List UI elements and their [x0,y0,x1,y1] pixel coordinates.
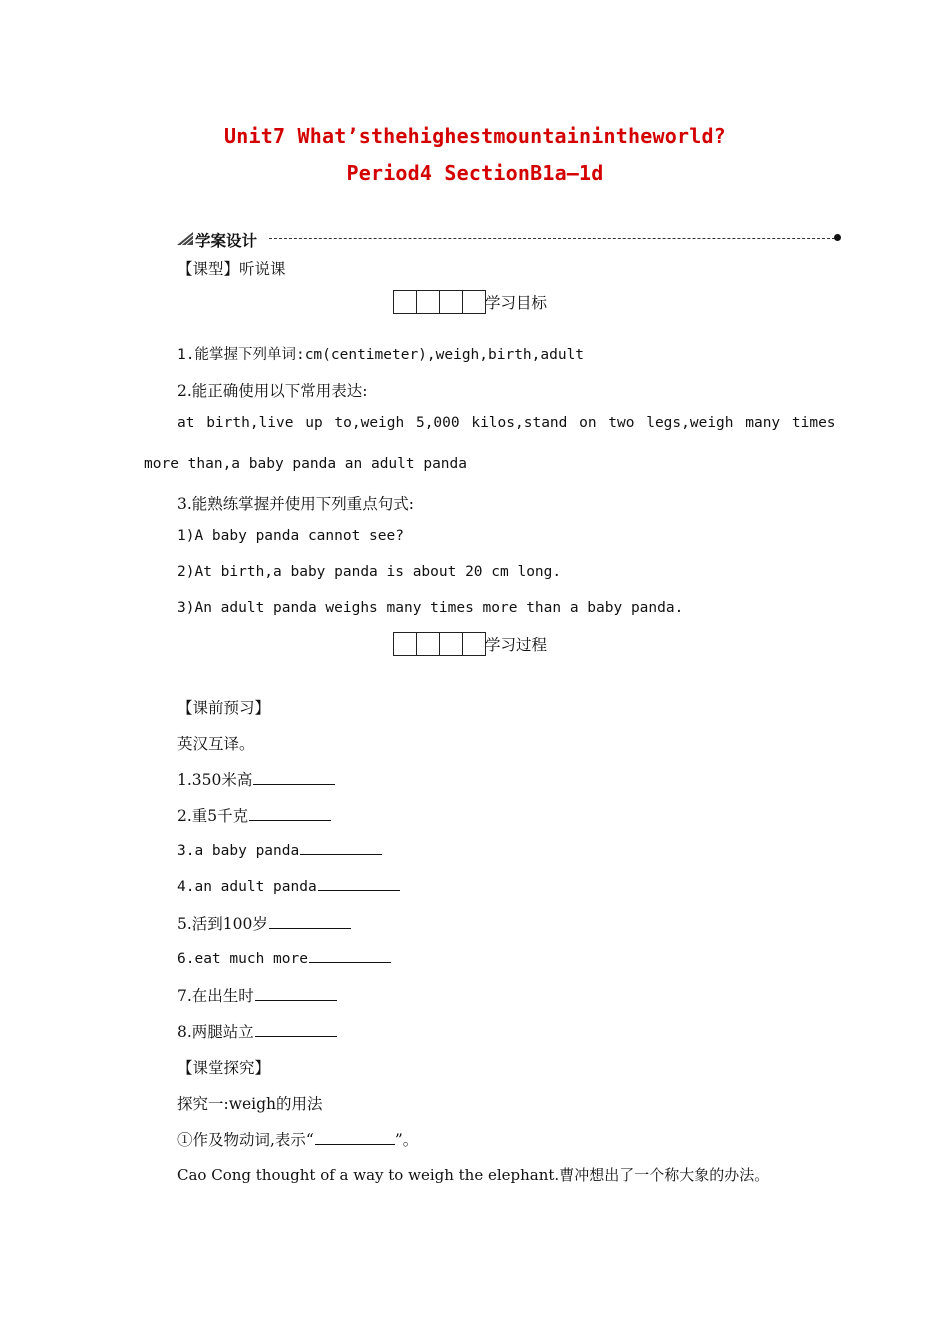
explore-1-usage: ①作及物动词,表示“ ”。 [177,1131,419,1149]
answer-blank[interactable] [253,770,335,785]
sentence-3: 3)An adult panda weighs many times more than a baby panda. [177,600,684,616]
section-header [177,229,841,249]
objectives-heading-text: 学习目标 [485,294,548,312]
objective-item-1: 1.能掌握下列单词:cm(centimeter),weigh,birth,adult [177,347,585,363]
preview-intro: 英汉互译。 [177,735,255,753]
answer-blank[interactable] [318,876,400,891]
heading-boxes [393,290,485,314]
example-sentence: Cao Cong thought of a way to weigh the elephant.曹冲想出了一个称大象的办法。 [177,1166,770,1184]
preview-item: 4.an adult panda [177,876,400,895]
preview-item: 2.重5千克 [177,804,331,826]
answer-blank[interactable] [249,806,331,821]
class-heading: 【课堂探究】 [177,1059,271,1077]
preview-heading: 【课前预习】 [177,699,271,717]
answer-blank[interactable] [255,1022,337,1037]
preview-item: 8.两腿站立 [177,1020,337,1042]
answer-blank[interactable] [300,840,382,855]
lesson-type: 【课型】听说课 [177,260,286,278]
preview-item: 1.350米高 [177,768,335,790]
objective-item-2-line1: at birth,live up to,weigh 5,000 kilos,stand on two legs,weigh many times [177,415,836,431]
answer-blank[interactable] [269,914,351,929]
explore-1: 探究一:weigh的用法 [177,1095,323,1113]
divider-end-dot [834,234,841,241]
answer-blank[interactable] [315,1130,395,1145]
page-subtitle: Period4 SectionB1a—1d [346,161,604,185]
answer-blank[interactable] [255,986,337,1001]
section-triangle-icon [177,232,193,245]
section-label: 学案设计 [195,232,258,250]
page-title: Unit7 What’sthehighestmountainintheworld? [224,124,726,148]
section-divider [269,238,835,239]
answer-blank[interactable] [309,948,391,963]
heading-boxes [393,632,485,656]
objective-item-2-line2: more than,a baby panda an adult panda [144,456,468,472]
sentence-1: 1)A baby panda cannot see? [177,528,404,544]
objectives-heading [393,290,547,314]
preview-item: 5.活到100岁 [177,912,351,934]
sentence-2: 2)At birth,a baby panda is about 20 cm long. [177,564,562,580]
process-heading-text: 学习过程 [485,636,548,654]
preview-item: 7.在出生时 [177,984,337,1006]
process-heading [393,632,547,656]
preview-item: 3.a baby panda [177,840,382,859]
objective-item-2: 2.能正确使用以下常用表达: [177,382,368,400]
objective-item-3: 3.能熟练掌握并使用下列重点句式: [177,495,415,513]
preview-item: 6.eat much more [177,948,391,967]
